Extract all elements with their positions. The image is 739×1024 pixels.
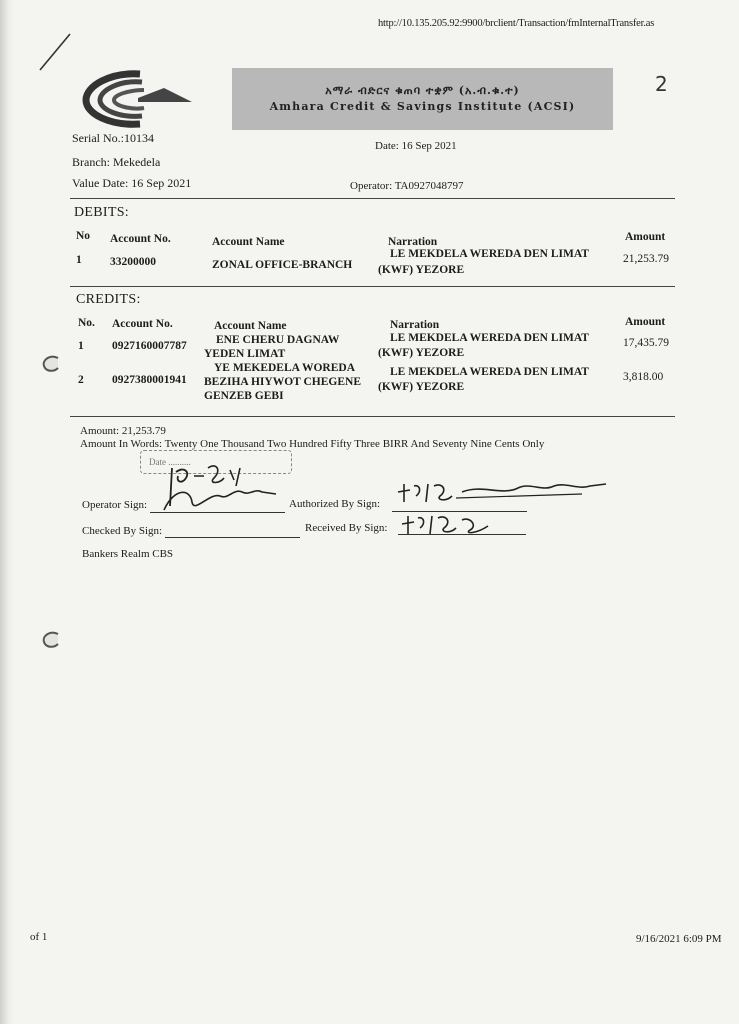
institute-amharic-name: አማራ ብድርና ቁጠባ ተቋም (አ.ብ.ቁ.ተ) xyxy=(325,84,520,97)
received-sign-label: Received By Sign: xyxy=(305,522,388,534)
operator-handwritten-signature xyxy=(150,458,300,518)
paper-shadow-edge xyxy=(0,0,14,1024)
debit-row-narration-line2: (KWF) YEZORE xyxy=(378,264,465,276)
amount-in-words: Amount In Words: Twenty One Thousand Two Hundred Fifty Three BIRR And Seventy Nine Cents Only xyxy=(80,438,545,450)
authorized-handwritten-signature xyxy=(392,474,622,514)
debit-row-no: 1 xyxy=(76,254,82,266)
credit-row-1-narration-line2: (KWF) YEZORE xyxy=(378,347,465,359)
authorized-sign-label: Authorized By Sign: xyxy=(289,498,381,510)
credit-row-2-account-no: 0927380001941 xyxy=(112,374,187,386)
print-timestamp: 9/16/2021 6:09 PM xyxy=(636,933,722,945)
debits-divider xyxy=(70,286,675,287)
checked-sign-line xyxy=(165,537,300,538)
debits-col-amount: Amount xyxy=(625,231,666,243)
page-count: of 1 xyxy=(30,931,48,943)
credit-row-1-account-name-line1: ENE CHERU DAGNAW xyxy=(216,334,340,346)
credit-row-2-narration-line1: LE MEKDELA WEREDA DEN LIMAT xyxy=(390,366,589,378)
debit-row-narration-line1: LE MEKDELA WEREDA DEN LIMAT xyxy=(390,248,589,260)
value-date: Value Date: 16 Sep 2021 xyxy=(72,176,192,190)
credits-divider xyxy=(70,416,675,417)
credit-row-2-account-name-line1: YE MEKEDELA WOREDA xyxy=(214,362,356,374)
received-sign-line xyxy=(398,534,526,535)
debits-col-narration: Narration xyxy=(388,236,438,248)
credits-col-amount: Amount xyxy=(625,316,666,328)
handwritten-page-number: 2 xyxy=(655,72,668,96)
credit-row-2-account-name-line2: BEZIHA HIYWOT CHEGENE xyxy=(204,376,361,388)
credit-row-2-amount: 3,818.00 xyxy=(623,371,664,383)
system-name: Bankers Realm CBS xyxy=(82,548,174,560)
authorized-sign-line xyxy=(392,511,527,512)
credit-row-2-narration-line2: (KWF) YEZORE xyxy=(378,381,465,393)
punch-hole-icon xyxy=(40,628,62,650)
credit-row-2-no: 2 xyxy=(78,374,84,386)
credit-row-1-no: 1 xyxy=(78,340,84,352)
credits-col-account-no: Account No. xyxy=(112,318,173,330)
credit-row-2-account-name-line3: GENZEB GEBI xyxy=(204,390,284,402)
debits-col-account-name: Account Name xyxy=(212,236,285,248)
acsi-logo xyxy=(80,68,200,128)
debit-row-amount: 21,253.79 xyxy=(623,253,669,265)
date-stamp-text: Date .......... xyxy=(149,457,191,467)
operator-sign-line xyxy=(150,512,285,513)
debits-col-account-no: Account No. xyxy=(110,233,171,245)
credits-col-account-name: Account Name xyxy=(214,320,287,332)
debits-title: DEBITS: xyxy=(74,205,129,220)
credit-row-1-amount: 17,435.79 xyxy=(623,337,669,349)
credit-row-1-account-name-line2: YEDEN LIMAT xyxy=(204,348,286,360)
transaction-date: Date: 16 Sep 2021 xyxy=(375,140,457,152)
credit-row-1-narration-line1: LE MEKDELA WEREDA DEN LIMAT xyxy=(390,332,589,344)
header-divider xyxy=(70,198,675,199)
pen-mark xyxy=(36,30,76,74)
credits-title: CREDITS: xyxy=(76,292,141,307)
total-amount: Amount: 21,253.79 xyxy=(80,425,166,437)
print-url: http://10.135.205.92:9900/brclient/Transaction/fmInternalTransfer.as xyxy=(378,18,655,29)
operator-id: Operator: TA0927048797 xyxy=(350,180,464,192)
credit-row-1-account-no: 0927160007787 xyxy=(112,340,187,352)
debits-col-no: No xyxy=(76,230,91,242)
credits-col-narration: Narration xyxy=(390,319,440,331)
credits-col-no: No. xyxy=(78,317,95,329)
institute-banner xyxy=(232,68,613,130)
operator-sign-label: Operator Sign: xyxy=(82,499,148,511)
debit-row-account-no: 33200000 xyxy=(110,256,156,268)
branch: Branch: Mekedela xyxy=(72,155,161,169)
institute-name: Amhara Credit & Savings Institute (ACSI) xyxy=(269,100,576,113)
punch-hole-icon xyxy=(40,352,62,374)
checked-sign-label: Checked By Sign: xyxy=(82,525,163,537)
debit-row-account-name: ZONAL OFFICE-BRANCH xyxy=(212,259,353,271)
serial-number: Serial No.:10134 xyxy=(72,131,154,145)
